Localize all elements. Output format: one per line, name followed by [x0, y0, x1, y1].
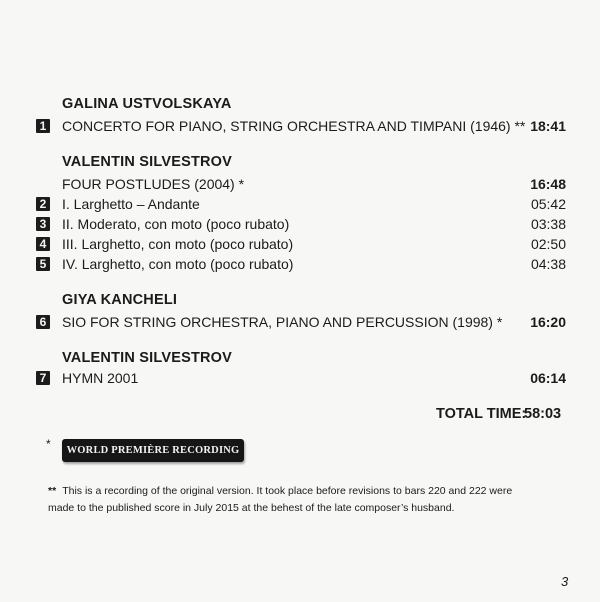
- track-time: 18:41: [530, 118, 566, 134]
- total-time-label: TOTAL TIME:: [436, 406, 527, 422]
- track-title: I. Larghetto – Andante: [62, 196, 200, 212]
- track-time: 06:14: [530, 370, 566, 386]
- track-title: IV. Larghetto, con moto (poco rubato): [62, 256, 294, 272]
- track-row: [36, 368, 566, 388]
- track-time: 04:38: [530, 256, 566, 272]
- footnote: [48, 483, 538, 517]
- track-number: 1: [36, 119, 50, 133]
- track-number: 7: [36, 371, 50, 385]
- track-time: 05:42: [530, 196, 566, 212]
- track-row: [36, 214, 566, 234]
- composer-heading: VALENTIN SILVESTROV: [62, 350, 233, 366]
- footnote-text: This is a recording of the original version. It took place before revisions to bars 220 and 222 were made to the published score in July 2015 at the behest of the late composer’s husband.: [48, 485, 513, 514]
- composer-heading: GIYA KANCHELI: [62, 292, 178, 308]
- track-title: HYMN 2001: [62, 370, 139, 386]
- track-title: II. Moderato, con moto (poco rubato): [62, 216, 290, 232]
- composer-heading: GALINA USTVOLSKAYA: [62, 96, 232, 112]
- track-time: 03:38: [530, 216, 566, 232]
- track-time: 16:20: [530, 314, 566, 330]
- asterisk-marker: *: [46, 437, 51, 451]
- page-number: 3: [561, 574, 569, 589]
- work-time: 16:48: [530, 176, 566, 192]
- track-title: III. Larghetto, con moto (poco rubato): [62, 236, 294, 252]
- world-premiere-badge: WORLD PREMIÈRE RECORDING: [62, 439, 244, 462]
- track-row: [36, 234, 566, 254]
- track-number: 6: [36, 315, 50, 329]
- work-row: [36, 174, 566, 194]
- track-time: 02:50: [530, 236, 566, 252]
- track-title: CONCERTO FOR PIANO, STRING ORCHESTRA AND TIMPANI (1946) **: [62, 118, 526, 134]
- footnote-marker: **: [48, 485, 57, 497]
- track-row: [36, 194, 566, 214]
- track-number: 3: [36, 217, 50, 231]
- work-title: FOUR POSTLUDES (2004) *: [62, 176, 245, 192]
- track-row: [36, 254, 566, 274]
- track-row: [36, 116, 566, 136]
- total-time-value: 58:03: [524, 406, 562, 422]
- track-number: 4: [36, 237, 50, 251]
- track-number: 2: [36, 197, 50, 211]
- track-row: [36, 312, 566, 332]
- track-number: 5: [36, 257, 50, 271]
- track-title: SIO FOR STRING ORCHESTRA, PIANO AND PERCUSSION (1998) *: [62, 314, 503, 330]
- composer-heading: VALENTIN SILVESTROV: [62, 154, 233, 170]
